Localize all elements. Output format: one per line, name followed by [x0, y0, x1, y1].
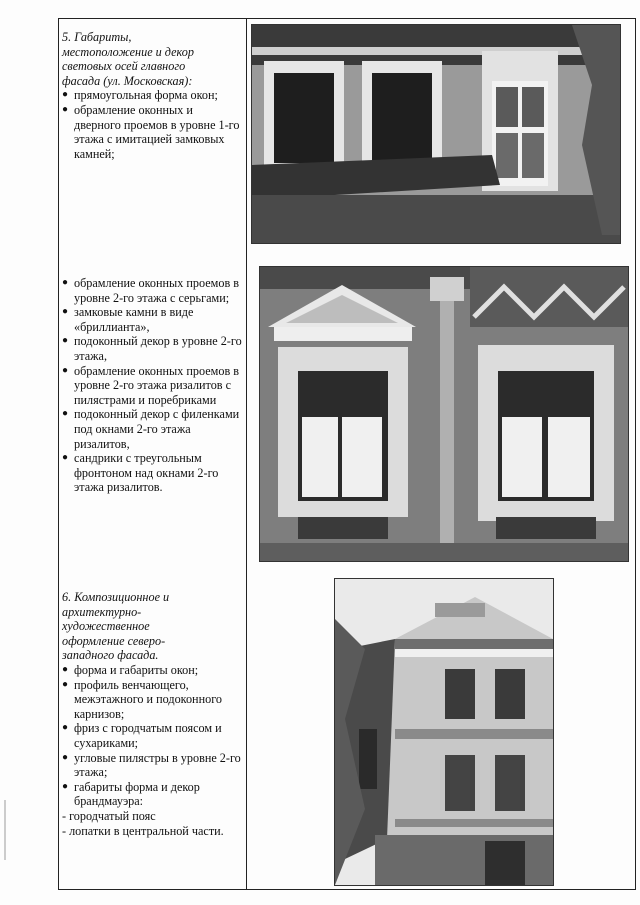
section-5-list-b	[62, 276, 242, 495]
list-item: ● фриз с городчатым поясом и сухариками;	[62, 721, 242, 750]
section-5-text	[62, 30, 242, 161]
scan-margin-mark	[4, 800, 6, 860]
list-item: ● угловые пилястры в уровне 2-го этажа;	[62, 751, 242, 780]
section-6-title-line: архитектурно-	[62, 604, 142, 619]
section-5-title-line: местоположение и декор	[62, 44, 194, 59]
list-item: ● прямоугольная форма окон;	[62, 88, 242, 103]
section-6-title-line: оформление северо-	[62, 633, 166, 648]
section-5-title-line: световых осей главного	[62, 59, 186, 74]
dash-item: - лопатки в центральной части.	[62, 823, 224, 838]
list-item: ● обрамление оконных проемов в уровне 2-го этажа с серьгами;	[62, 276, 242, 305]
list-item: ● габариты форма и декор брандмауэра:	[62, 780, 242, 809]
list-item: ● форма и габариты окон;	[62, 663, 242, 678]
dash-item: - городчатый пояс	[62, 808, 156, 823]
list-item: ● обрамление оконных проемов в уровне 2-го этажа ризалитов с пилястрами и поребриками	[62, 364, 242, 408]
section-5-title-line: 5. Габариты,	[62, 30, 132, 44]
list-item: ● подоконный декор с филенками под окнами 2-го этажа ризалитов,	[62, 407, 242, 451]
list-item: ● сандрики с треугольным фронтоном над окнами 2-го этажа ризалитов.	[62, 451, 242, 495]
list-item: ● обрамление оконных и дверного проемов в уровне 1-го этажа с имитацией замковых камней;	[62, 103, 242, 161]
section-5-text-b	[62, 276, 242, 495]
facade-photo-ground-floor-image	[252, 25, 620, 243]
section-5-list-a	[62, 88, 242, 161]
facade-photo-second-floor	[259, 266, 629, 562]
section-5-title-line: фасада (ул. Московская):	[62, 73, 193, 88]
list-item: ● подоконный декор в уровне 2-го этажа,	[62, 334, 242, 363]
list-item: ● замковые камни в виде «бриллианта»,	[62, 305, 242, 334]
facade-photo-second-floor-image	[260, 267, 628, 561]
list-item: ● профиль венчающего, межэтажного и подоконного карнизов;	[62, 678, 242, 722]
facade-photo-northwest	[334, 578, 554, 886]
column-divider	[246, 18, 247, 890]
section-6-title-line: художественное	[62, 619, 150, 634]
section-6-title-line: западного фасада.	[62, 648, 159, 663]
section-6-title	[62, 590, 242, 663]
facade-photo-ground-floor	[251, 24, 621, 244]
section-6-list	[62, 663, 242, 809]
facade-photo-northwest-image	[335, 579, 553, 885]
section-5-title	[62, 30, 242, 88]
section-6-title-line: 6. Композиционное и	[62, 590, 170, 604]
section-6-text	[62, 590, 242, 838]
